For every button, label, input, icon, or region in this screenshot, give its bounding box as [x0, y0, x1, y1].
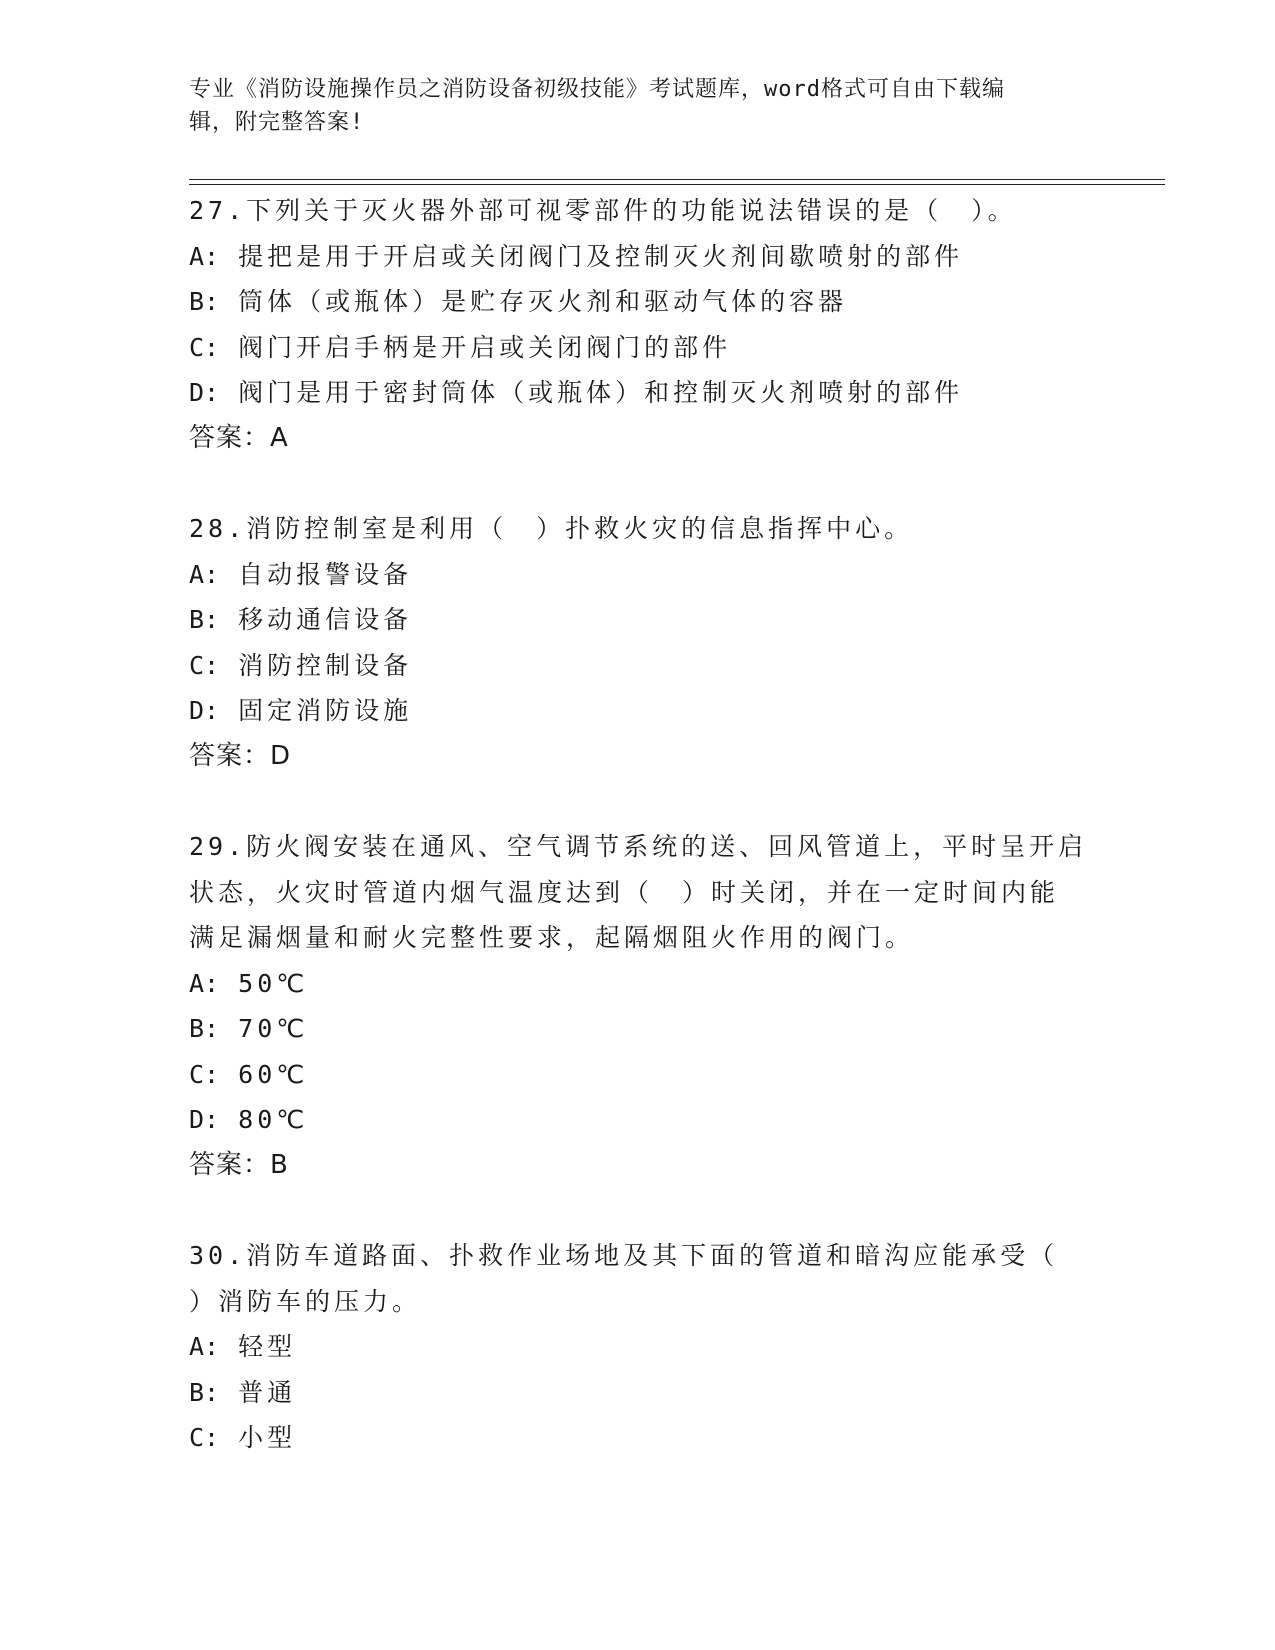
option-label: D: — [189, 696, 220, 725]
header-divider — [189, 179, 1165, 180]
option-a — [189, 234, 1089, 280]
option-label: D: — [189, 378, 220, 407]
question-text: 27.下列关于灭火器外部可视零部件的功能说法错误的是（ ）。 — [189, 196, 1017, 225]
option-d — [189, 1097, 1089, 1143]
option-text: 阀门是用于密封筒体（或瓶体）和控制灭火剂喷射的部件 — [238, 378, 964, 407]
option-a — [189, 961, 1089, 1007]
option-text: 70℃ — [238, 1014, 309, 1043]
option-text: 60℃ — [238, 1059, 309, 1089]
answer-line: 答案：D — [189, 740, 292, 771]
option-text: 小型 — [238, 1423, 297, 1452]
option-label: C: — [189, 650, 220, 680]
option-label: B: — [189, 605, 220, 634]
answer-line: 答案：B — [189, 1149, 289, 1180]
option-b — [189, 1006, 1089, 1052]
question-text: 30.消防车道路面、扑救作业场地及其下面的管道和暗沟应能承受（ — [189, 1241, 1059, 1270]
option-text: 80℃ — [238, 1105, 309, 1134]
option-text: 提把是用于开启或关闭阀门及控制灭火剂间歇喷射的部件 — [238, 241, 964, 271]
question-text: 29.防火阀安装在通风、空气调节系统的送、回风管道上，平时呈开启 — [189, 832, 1088, 861]
option-c — [189, 1052, 1089, 1098]
option-text: 50℃ — [238, 968, 309, 998]
option-label: A: — [189, 968, 220, 998]
option-label: A: — [189, 1332, 220, 1361]
option-text: 自动报警设备 — [238, 559, 413, 589]
option-d — [189, 688, 1089, 734]
option-label: B: — [189, 1014, 220, 1043]
option-text: 移动通信设备 — [238, 605, 413, 634]
question-text: 满足漏烟量和耐火完整性要求，起隔烟阻火作用的阀门。 — [189, 923, 915, 952]
option-c — [189, 643, 1089, 689]
option-text: 阀门开启手柄是开启或关闭阀门的部件 — [238, 332, 732, 362]
option-b — [189, 1370, 1089, 1416]
question-28 — [189, 506, 1089, 779]
question-29 — [189, 824, 1089, 1188]
option-text: 固定消防设施 — [238, 696, 413, 725]
option-text: 轻型 — [238, 1332, 297, 1361]
question-27 — [189, 188, 1089, 461]
option-label: C: — [189, 1423, 220, 1452]
option-label: B: — [189, 1377, 220, 1407]
option-a — [189, 552, 1089, 598]
question-text: ）消防车的压力。 — [189, 1286, 422, 1316]
question-text: 28.消防控制室是利用（ ）扑救火灾的信息指挥中心。 — [189, 514, 914, 543]
question-30 — [189, 1233, 1089, 1461]
option-label: C: — [189, 1059, 220, 1089]
option-label: C: — [189, 332, 220, 362]
answer-line: 答案：A — [189, 422, 289, 453]
question-list — [189, 188, 1089, 1506]
header-line: 辑，附完整答案! — [189, 110, 365, 135]
option-label: A: — [189, 559, 220, 589]
document-header — [189, 73, 1069, 139]
option-text: 筒体（或瓶体）是贮存灭火剂和驱动气体的容器 — [238, 287, 848, 316]
option-b — [189, 279, 1089, 325]
header-divider — [189, 184, 1165, 185]
option-label: D: — [189, 1105, 220, 1134]
question-text: 状态，火灾时管道内烟气温度达到（ ）时关闭，并在一定时间内能 — [189, 877, 1060, 907]
option-c — [189, 325, 1089, 371]
option-text: 普通 — [238, 1377, 297, 1407]
option-c — [189, 1415, 1089, 1461]
option-a — [189, 1324, 1089, 1370]
header-line: 专业《消防设施操作员之消防设备初级技能》考试题库，word格式可自由下载编 — [189, 77, 1005, 102]
option-label: B: — [189, 287, 220, 316]
option-b — [189, 597, 1089, 643]
option-text: 消防控制设备 — [238, 650, 413, 680]
option-label: A: — [189, 241, 220, 271]
option-d — [189, 370, 1089, 416]
